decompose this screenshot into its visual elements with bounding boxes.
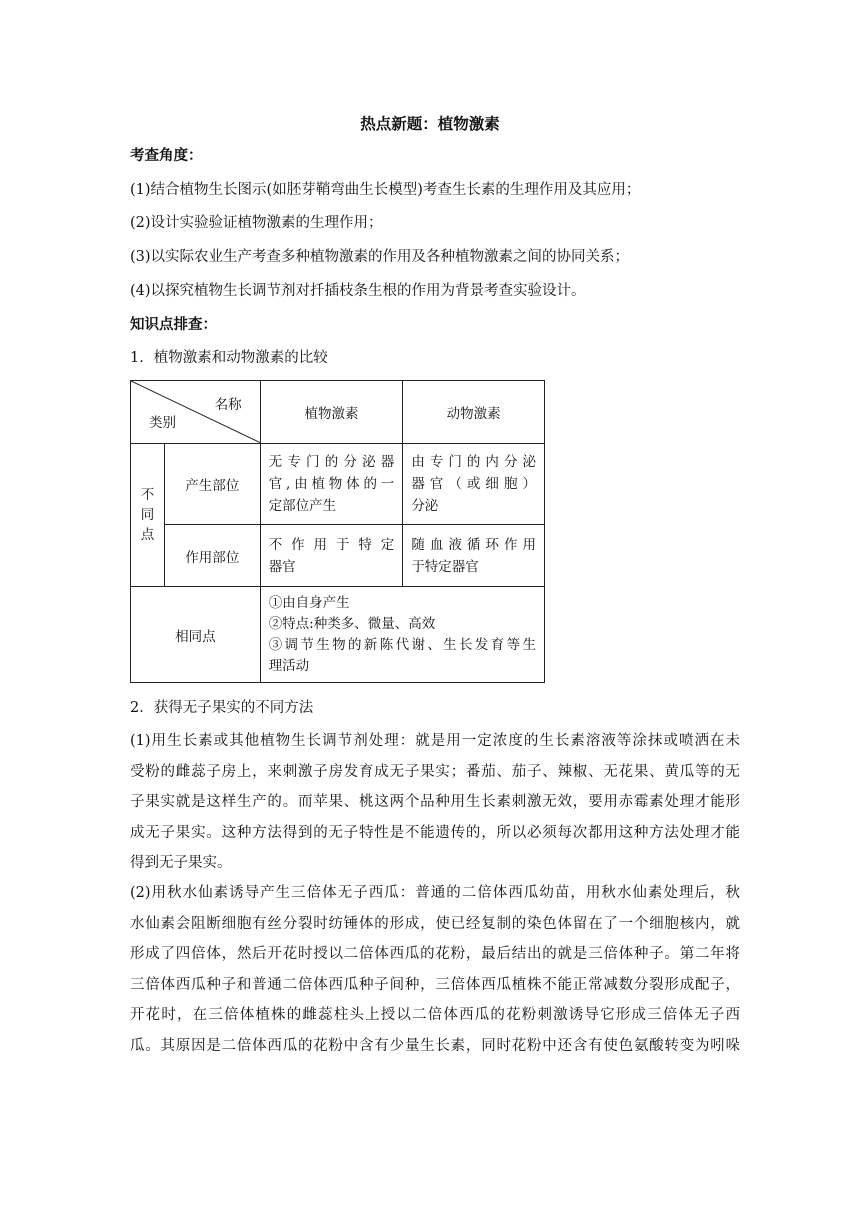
paragraph-line: (2)用秋水仙素诱导产生三倍体无子西瓜：普通的二倍体西瓜幼苗，用秋水仙素处理后，秋	[130, 885, 740, 901]
header-animal-hormone: 动物激素	[403, 381, 545, 444]
cell-line: 器官（或细胞）	[411, 476, 536, 492]
cell-line: ①由自身产生	[268, 594, 350, 611]
cell-line: 由专门的内分泌	[411, 454, 536, 470]
group-difference-text: 不同点	[140, 487, 155, 543]
paragraph-line: 成无子果实。这种方法得到的无子特性是不能遗传的，所以必须每次都用这种方法处理才能	[130, 824, 740, 841]
knowledge-heading: 知识点排查：	[130, 317, 217, 333]
exam-angle-item-3: (3)以实际农业生产考查多种植物激素的作用及各种植物激素之间的协同关系；	[130, 249, 630, 265]
row-production-site-label: 产生部位	[164, 444, 260, 525]
method-2-paragraph	[130, 878, 740, 1061]
cell-line: 器官	[268, 558, 296, 575]
paragraph-line: 瓜。其原因是二倍体西瓜的花粉中含有少量生长素，同时花粉中还含有使色氨酸转变为吲哚	[130, 1037, 740, 1054]
row-action-animal	[403, 525, 545, 587]
cell-line: ③调节生物的新陈代谢、生长发育等生	[268, 636, 536, 653]
group-difference-label	[131, 444, 165, 587]
header-name-label: 名称	[214, 397, 242, 413]
paragraph-line: 得到无子果实。	[130, 855, 232, 871]
paragraph-line: 水仙素会阻断细胞有丝分裂时纺锤体的形成，使已经复制的染色体留在了一个细胞核内，就	[130, 915, 740, 932]
cell-line: 不作用于特定	[268, 536, 395, 553]
row-action-plant	[260, 525, 403, 587]
table-header-diagonal-cell	[131, 381, 261, 444]
row-common-content	[260, 587, 544, 683]
page-title: 热点新题：植物激素	[360, 115, 500, 133]
cell-line: ②特点:种类多、微量、高效	[268, 615, 436, 632]
exam-angle-heading: 考查角度：	[130, 148, 203, 164]
header-plant-hormone: 植物激素	[260, 381, 403, 444]
cell-line: 理活动	[268, 657, 310, 674]
cell-line: 定部位产生	[268, 498, 337, 514]
paragraph-line: 开花时，在三倍体植株的雌蕊柱头上授以二倍体西瓜的花粉刺激诱导它形成三倍体无子西	[130, 1007, 740, 1023]
row-common-label: 相同点	[131, 587, 261, 683]
header-category-label: 类别	[149, 415, 176, 431]
section-1-title: 1．植物激素和动物激素的比较	[130, 350, 328, 366]
row-production-animal	[403, 444, 545, 525]
paragraph-line: (1)用生长素或其他植物生长调节剂处理：就是用一定浓度的生长素溶液等涂抹或喷洒在未	[130, 733, 740, 749]
paragraph-line: 三倍体西瓜种子和普通二倍体西瓜种子间种，三倍体西瓜植株不能正常减数分裂形成配子，	[130, 976, 740, 993]
row-action-site-label: 作用部位	[164, 525, 260, 587]
exam-angle-item-2: (2)设计实验验证植物激素的生理作用；	[130, 215, 383, 231]
paragraph-line: 子果实就是这样生产的。而苹果、桃这两个品种用生长素刺激无效，要用赤霉素处理才能形	[130, 794, 740, 810]
exam-angle-item-4: (4)以探究植物生长调节剂对扦插枝条生根的作用为背景考查实验设计。	[130, 283, 586, 299]
row-production-plant	[260, 444, 403, 525]
method-1-paragraph	[130, 726, 740, 879]
exam-angle-item-1: (1)结合植物生长图示(如胚芽鞘弯曲生长模型)考查生长素的生理作用及其应用；	[130, 182, 641, 198]
cell-line: 官,由植物体的一	[268, 476, 395, 492]
cell-line: 无专门的分泌器	[268, 454, 395, 470]
section-2-title: 2．获得无子果实的不同方法	[130, 700, 314, 716]
cell-line: 于特定器官	[411, 558, 479, 575]
cell-line: 分泌	[411, 498, 439, 514]
paragraph-line: 受粉的雌蕊子房上，来刺激子房发育成无子果实；番茄、茄子、辣椒、无花果、黄瓜等的无	[130, 763, 740, 780]
paragraph-line: 形成了四倍体，然后开花时授以二倍体西瓜的花粉，最后结出的就是三倍体种子。第二年将	[130, 946, 740, 962]
comparison-table	[130, 380, 545, 683]
cell-line: 随血液循环作用	[411, 536, 536, 553]
